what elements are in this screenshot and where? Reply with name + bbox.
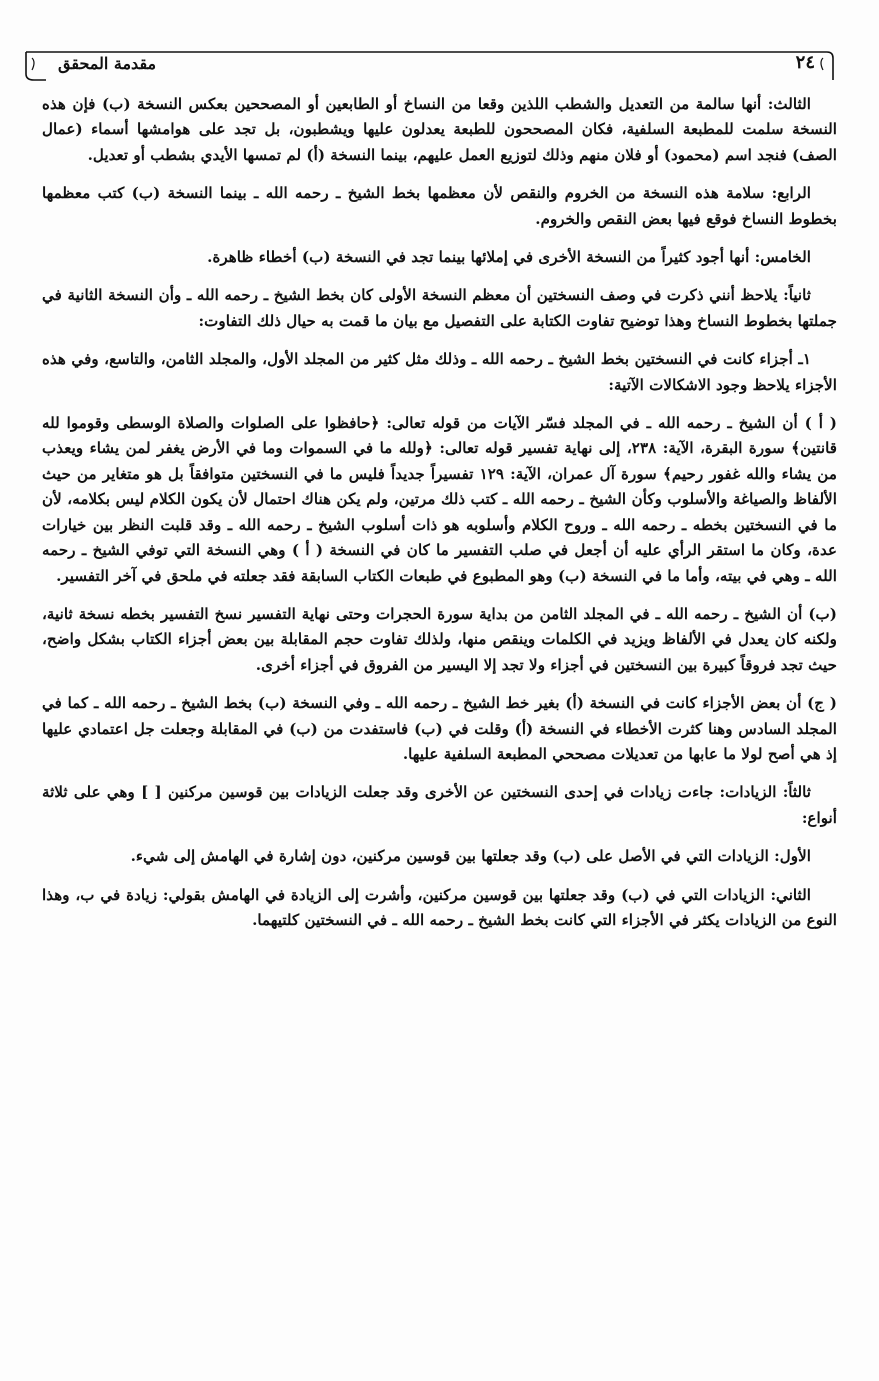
paragraph-term: الثالث: — [767, 95, 811, 113]
paragraph-term: الرابع: — [771, 184, 811, 203]
paragraph-item-b — [42, 602, 837, 678]
paragraph-second-type — [42, 883, 837, 934]
paragraph-fifth — [42, 245, 837, 270]
paragraph-first-type — [42, 844, 837, 869]
paragraph-text: سلامة هذه النسخة من الخروم والنقص لأن معظمها بخط الشيخ ـ رحمه الله ـ بينما النسخة (ب) كتب معظمها بخطوط النساخ فوقع فيها بعض النقص والخروم. — [42, 184, 837, 228]
paragraph-third — [42, 92, 837, 168]
running-header — [22, 48, 837, 84]
paragraph-text: أنها سالمة من التعديل والشطب اللذين وقعا من النساخ أو الطابعين أو المصححين بعكس النسخة (ب) فإن هذه النسخة سلمت للمطبعة السلفية، فكان المصححون للطبعة يعدلون عليها ويشطبون، بل تجد على هوامشها أسماء (عمال الصف) فنجد اسم (محمود) أو فلان منهم وذلك لتوزيع العمل عليهم، بينما النسخة (أ) لم تمسها الأيدي بشطب أو تعديل. — [42, 95, 837, 164]
paragraph-text: (ب) أن الشيخ ـ رحمه الله ـ في المجلد الثامن من بداية سورة الحجرات وحتى نهاية التفسير نسخ التفسير بخطه نسخة ثانية، ولكنه كان يعدل في الألفاظ ويزيد في الكلمات وينقص منها، ولذلك تفاوت حجم المقابلة بين بعض أجزاء الكتاب بشكل واضح، حيث تجد فروقاً كبيرة بين النسختين في أجزاء ولا تجد إلا اليسير من الفروق في أجزاء أخرى. — [42, 604, 837, 674]
paragraph-term: ثانياً: — [783, 286, 811, 305]
paragraph-secondly — [42, 283, 837, 334]
paragraph-item-c — [42, 691, 837, 767]
paragraph-text: ( أ ) أن الشيخ ـ رحمه الله ـ في المجلد فسّر الآيات من قوله تعالى: ﴿حافظوا على الصلوات والصلاة الوسطى وقوموا لله قانتين﴾ سورة البقرة، الآية: ٢٣٨، إلى نهاية تفسير قوله تعالى: ﴿ولله ما في السموات وما في الأرض يغفر لمن يشاء ويعذب من يشاء والله غفور رحيم﴾ سورة آل عمران، الآية: ١٢٩ تفسيراً جديداً فليس ما في النسختين متوافقاً بل هو متغاير من حيث الألفاظ والصياغة والأسلوب وكأن الشيخ ـ رحمه الله ـ كتب ذلك مرتين، ولم يكن هناك احتمال لأن يكون الكلام ليس بكلامه، لأن ما في النسختين بخطه ـ رحمه الله ـ وروح الكلام وأسلوبه هو ذات أسلوب الشيخ ـ رحمه الله ـ وقد قلبت النظر بين خيارات عدة، وكان ما استقر الرأي عليه أن أجعل في صلب التفسير ما كان في النسخة ( أ ) وهي النسخة التي توفي الشيخ ـ رحمه الله ـ وهي في بيته، وأما ما في النسخة (ب) وهو المطبوع في طبعات الكتاب السابقة فقد جعلته في ملحق في آخر التفسير. — [42, 414, 838, 585]
paragraph-item-a — [42, 411, 837, 589]
paragraph-item-1 — [42, 347, 837, 398]
paragraph-text: ( ج) أن بعض الأجزاء كانت في النسخة (أ) بغير خط الشيخ ـ رحمه الله ـ وفي النسخة (ب) بخط الشيخ ـ رحمه الله ـ كما في المجلد السادس وهنا كثرت الأخطاء في النسخة (أ) وقلت في (ب) فاستفدت من (ب) في المقابلة وجعلت جل اعتمادي عليها إذ هي أصح لولا ما عابها من تعديلات مصححي المطبعة السلفية عليها. — [42, 694, 837, 763]
paragraph-text: الزيادات التي في الأصل على (ب) وقد جعلتها بين قوسين مركنين، دون إشارة في الهامش إلى شيء. — [130, 847, 775, 866]
paragraph-term: ثالثاً: الزيادات: — [719, 783, 811, 802]
paragraph-text: يلاحظ أنني ذكرت في وصف النسختين أن معظم النسخة الأولى كان بخط الشيخ ـ رحمه الله ـ وأن النسخة الثانية في جملتها بخطوط النساخ وهذا توضيح تفاوت الكتابة على التفصيل مع بيان ما قمت به حيال ذلك التفاوت: — [42, 286, 837, 330]
paragraph-thirdly-additions — [42, 780, 837, 831]
paragraph-term: الأول: — [774, 847, 811, 866]
paragraph-text: أنها أجود كثيراً من النسخة الأخرى في إملائها بينما تجد في النسخة (ب) أخطاء ظاهرة. — [207, 248, 755, 267]
page-number: ٢٤ — [795, 52, 815, 73]
paragraph-text: ١ـ أجزاء كانت في النسختين بخط الشيخ ـ رحمه الله ـ وذلك مثل كثير من المجلد الأول، والمجلد الثامن، والتاسع، وفي هذه الأجزاء يلاحظ وجود الاشكالات الآتية: — [42, 350, 837, 394]
paragraph-text: جاءت زيادات في إحدى النسختين عن الأخرى وقد جعلت الزيادات بين قوسين مركنين [ ] وهي على ثلاثة أنواع: — [42, 783, 837, 827]
main-text — [42, 92, 837, 946]
paragraph-term: الثاني: — [770, 885, 811, 904]
paragraph-text: الزيادات التي في (ب) وقد جعلتها بين قوسين مركنين، وأشرت إلى الزيادة في الهامش بقولي: زيادة في ب، وهذا النوع من الزيادات يكثر في الأجزاء التي كانت بخط الشيخ ـ رحمه الله ـ في النسختين كلتيهما. — [42, 885, 837, 929]
paragraph-term: الخامس: — [754, 248, 811, 267]
paragraph-fourth — [42, 181, 837, 232]
header-title: مقدمة المحقق — [58, 54, 157, 73]
